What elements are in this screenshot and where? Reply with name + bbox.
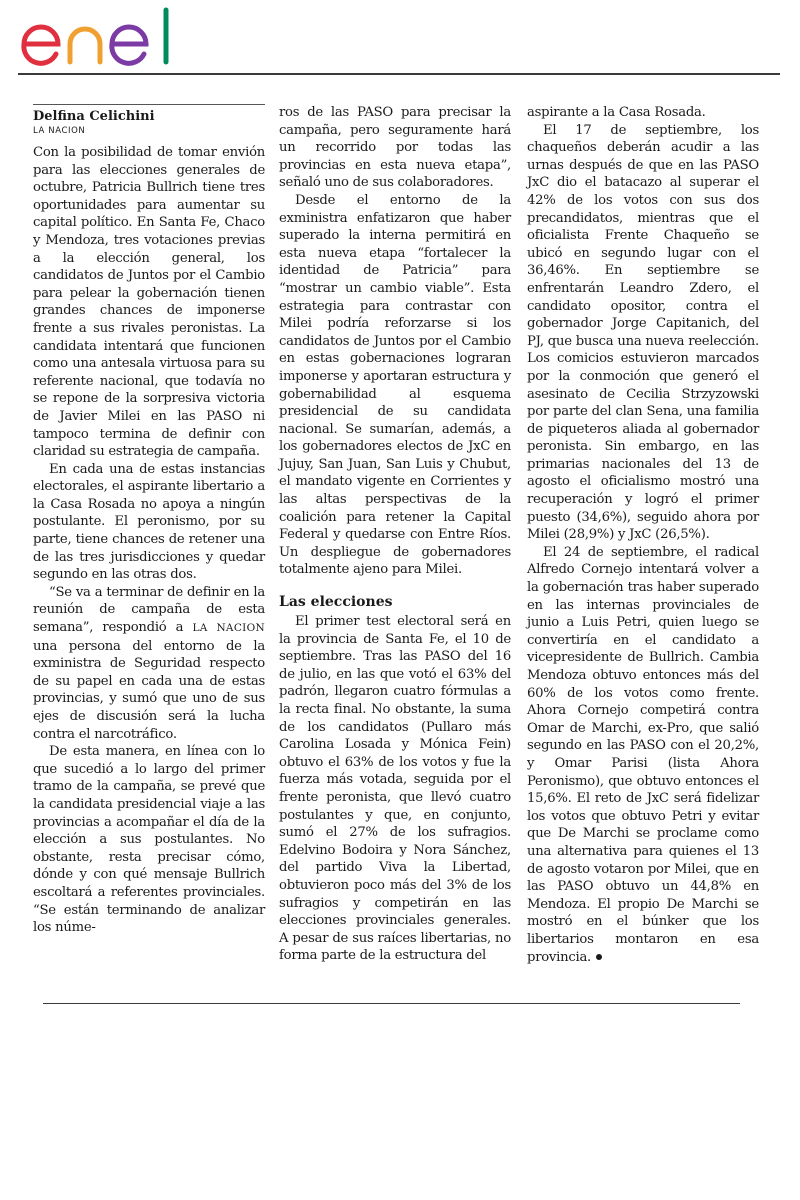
article-column-3	[527, 104, 759, 966]
byline	[33, 104, 265, 137]
paragraph: El primer test electoral será en la provincia de Santa Fe, el 10 de septiembre. Tras las PASO del 16 de julio, en las que votó el 63% del padrón, llegaron cuatro fórmulas a la recta final. No obstante, la suma de los candidatos (Pullaro más Carolina Losada y Mónica Fein) obtuvo el 63% de los votos y fue la fuerza más votada, seguida por el frente peronista, que llevó cuatro postulantes y que, en conjunto, sumó el 27% de los sufragios. Edelvino Bodoira y Nora Sánchez, del partido Viva la Libertad, obtuvieron poco más del 3% de los sufragios y competirán en las elecciones provinciales generales. A pesar de sus raíces libertarias, no forma parte de la estructura del	[279, 614, 511, 964]
paragraph	[33, 584, 265, 743]
paragraph	[527, 544, 759, 966]
section-subhead: Las elecciones	[279, 594, 393, 611]
header-rule	[18, 73, 780, 75]
paragraph: El 17 de septiembre, los chaqueños deberán acudir a las urnas después de que en las PASO JxC dio el batacazo al superar el 42% de los votos con sus dos precandidatos, mientras que el oficialista Frente Chaqueño se ubicó en segundo lugar con el 36,46%. En septiembre se enfrentarán Leandro Zdero, el candidato opositor, contra el gobernador Jorge Capitanich, del PJ, que busca una nueva reelección. Los comicios estuvieron marcados por la conmoción que generó el asesinato de Cecilia Strzyzowski por parte del clan Sena, una familia de piqueteros aliada al gobernador peronista. Sin embargo, en las primarias nacionales del 13 de agosto el oficialismo mostró una recuperación y logró el primer puesto (34,6%), seguido ahora por Milei (28,9%) y JxC (26,5%).	[527, 122, 759, 543]
article-column-2	[279, 104, 511, 965]
enel-logo	[18, 4, 188, 68]
paragraph-text: El 24 de septiembre, el radical Alfredo Cornejo intentará volver a la gobernación tras haber superado en las internas provinciales de junio a Luis Petri, quien luego se convertiría en el candidato a vicepresidente de Bullrich. Cambia Mendoza obtuvo entonces más del 60% de los votos como frente. Ahora Cornejo competirá contra Omar de Marchi, ex-Pro, que salió segundo en las PASO con el 20,2%, y Omar Parisi (lista Ahora Peronismo), que obtuvo entonces el 15,6%. El reto de JxC será fidelizar los votos que obtuvo Petri y evitar que De Marchi se proclame como una alternativa para quienes el 13 de agosto votaron por Milei, que en las PASO obtuvo un 44,8% en Mendoza. El propio De Marchi se mostró en el búnker que los libertarios montaron en esa provincia.	[527, 544, 759, 965]
paragraph: Desde el entorno de la exministra enfatizaron que haber superado la interna permitirá en esta nueva etapa “fortalecer la identidad de Patricia” para “mostrar un cambio viable”. Esta estrategia para contrastar con Milei podría reforzarse si los candidatos de Juntos por el Cambio en estas gobernaciones lograran imponerse y aportaran estructura y gobernabilidad al esquema presidencial de su candidata nacional. Se sumarían, además, a los gobernadores electos de JxC en Jujuy, San Juan, San Luis y Chubut, el mandato vigente en Corrientes y las altas perspectivas de la coalición para retener la Capital Federal y quedarse con Entre Ríos. Un despliegue de gobernadores totalmente ajeno para Milei.	[279, 192, 511, 578]
outlet-mention: LA NACION	[192, 622, 265, 635]
quote-text: “Se va a terminar de definir en la reunión de campaña de esta semana”, respondió a	[33, 584, 265, 636]
paragraph: En cada una de estas instancias electorales, el aspirante libertario a la Casa Rosada no apoya a ningún postulante. El peronismo, por su parte, tiene chances de retener una de las tres jurisdicciones y quedar segundo en las otras dos.	[33, 461, 265, 583]
end-mark-icon	[596, 954, 602, 960]
article-column-1	[33, 144, 265, 937]
paragraph: ros de las PASO para precisar la campaña, pero seguramente hará un recorrido por todas las provincias en esta nueva etapa”, señaló uno de sus colaboradores.	[279, 105, 511, 191]
paragraph: De esta manera, en línea con lo que sucedió a lo largo del primer tramo de la campaña, se prevé que la candidata presidencial viaje a las provincias a acompañar el día de la elección a sus postulantes. No obstante, resta precisar cómo, dónde y con qué mensaje Bullrich escoltará a referentes provinciales. “Se están terminando de analizar los núme-	[33, 744, 265, 936]
author-name: Delfina Celichini	[33, 109, 155, 124]
enel-logo-icon	[18, 4, 188, 68]
outlet-name: LA NACION	[33, 126, 86, 136]
paragraph: Con la posibilidad de tomar envión para las elecciones generales de octubre, Patricia Bullrich tiene tres oportunidades para aumentar su capital político. En Santa Fe, Chaco y Mendoza, tres votaciones previas a la elección general, los candidatos de Juntos por el Cambio para pelear la gobernación tienen grandes chances de imponerse frente a sus rivales peronistas. La candidata intentará que funcionen como una antesala virtuosa para su referente nacional, que todavía no se repone de la sorpresiva victoria de Javier Milei en las PASO ni tampoco termina de definir con claridad su estrategia de campaña.	[33, 145, 265, 460]
paragraph: aspirante a la Casa Rosada.	[527, 105, 706, 120]
quote-text: una persona del entorno de la exministra de Seguridad respecto de su papel en cada una de estas provincias, y sumó que uno de sus ejes de discusión será la lucha contra el narcotráfico.	[33, 638, 265, 742]
footer-rule	[43, 1003, 740, 1004]
